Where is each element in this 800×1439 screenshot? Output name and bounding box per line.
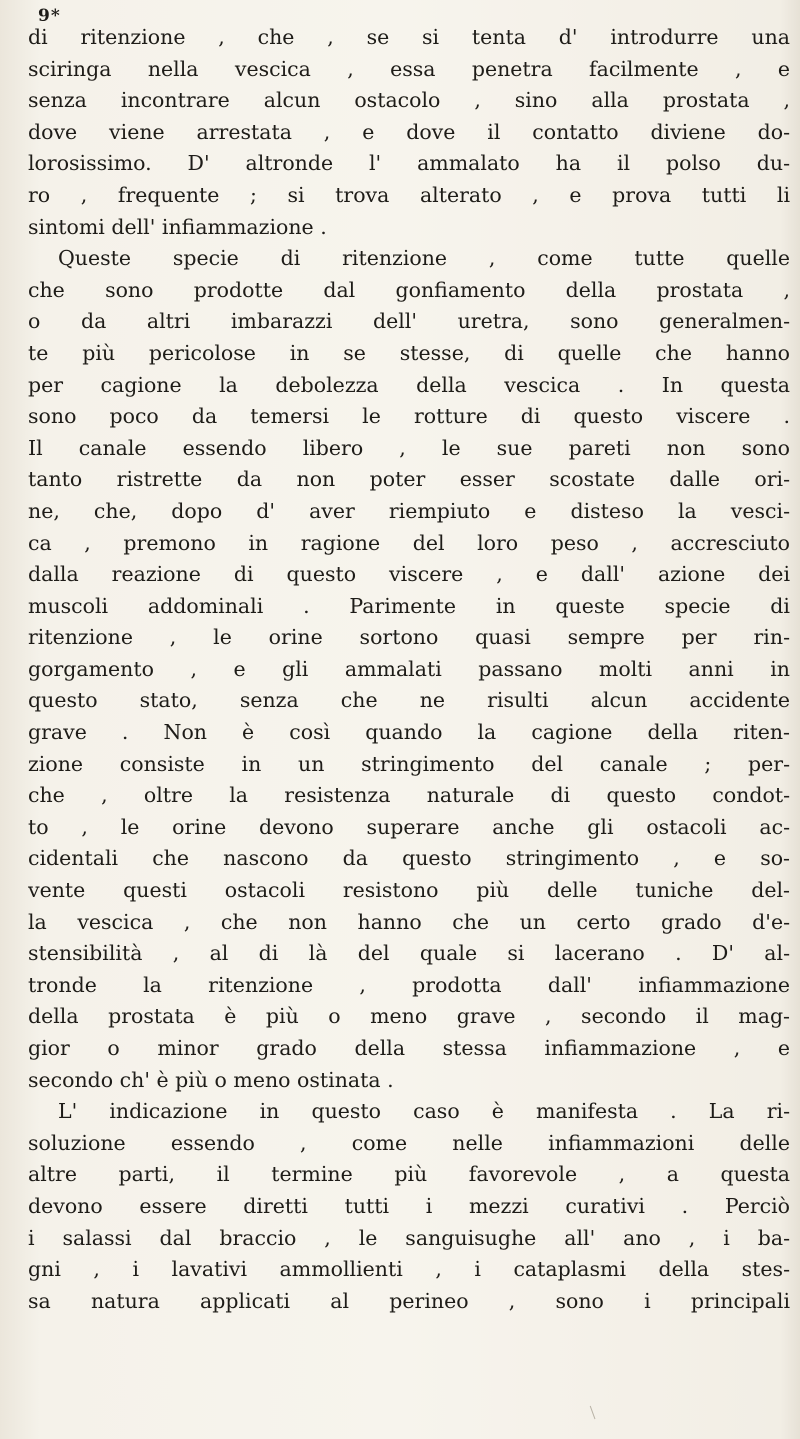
text-line: lorosissimo. D' altronde l' ammalato ha il polso du- <box>28 151 790 176</box>
text-line: che sono prodotte dal gonfiamento della prostata , <box>28 277 790 302</box>
text-line: questo stato, senza che ne risulti alcun accidente <box>28 688 790 713</box>
text-line: soluzione essendo , come nelle infiammazioni delle <box>28 1130 790 1155</box>
text-line: muscoli addominali . Parimente in queste specie di <box>28 593 790 618</box>
text-line: zione consiste in un stringimento del canale ; per- <box>28 751 790 776</box>
text-line: senza incontrare alcun ostacolo , sino alla prostata , <box>28 88 790 113</box>
text-line: tronde la ritenzione , prodotta dall' infiammazione <box>28 972 790 997</box>
text-line: dalla reazione di questo viscere , e dall' azione dei <box>28 562 790 587</box>
text-line: cidentali che nascono da questo stringimento , e so- <box>28 846 790 871</box>
text-line: che , oltre la resistenza naturale di questo condot- <box>28 783 790 808</box>
text-line: la vescica , che non hanno che un certo grado d'e- <box>28 909 790 934</box>
body-text <box>28 22 790 1317</box>
text-line: gior o minor grado della stessa infiammazione , e <box>28 1036 790 1060</box>
text-line: gorgamento , e gli ammalati passano molti anni in <box>28 656 790 681</box>
text-line: L' indicazione in questo caso è manifesta . La ri- <box>58 1099 790 1124</box>
text-line: sono poco da temersi le rotture di questo viscere . <box>28 404 790 429</box>
page-number: 9* <box>38 6 61 26</box>
text-line: ro , frequente ; si trova alterato , e prova tutti li <box>28 182 790 207</box>
text-line: gni , i lavativi ammollienti , i cataplasmi della stes- <box>28 1257 790 1282</box>
paper-mark <box>590 1405 599 1420</box>
text-line: grave . Non è così quando la cagione della riten- <box>28 720 790 745</box>
text-line: devono essere diretti tutti i mezzi curativi . Perciò <box>28 1193 790 1218</box>
text-line: secondo ch' è più o meno ostinata . <box>28 1067 394 1092</box>
text-line: sciringa nella vescica , essa penetra facilmente , e <box>28 56 790 81</box>
text-line: sintomi dell' infiammazione . <box>28 214 327 239</box>
text-line: tanto ristrette da non poter esser scostate dalle ori- <box>28 467 790 492</box>
text-line: te più pericolose in se stesse, di quelle che hanno <box>28 340 790 365</box>
text-line: vente questi ostacoli resistono più delle tuniche del- <box>28 878 790 903</box>
text-line: stensibilità , al di là del quale si lacerano . D' al- <box>28 941 790 966</box>
text-line: per cagione la debolezza della vescica . In questa <box>28 372 790 397</box>
text-line: ritenzione , le orine sortono quasi sempre per rin- <box>28 625 790 650</box>
text-line: sa natura applicati al perineo , sono i principali <box>28 1288 790 1313</box>
text-line: dove viene arrestata , e dove il contatto diviene do- <box>28 119 790 144</box>
text-line: Il canale essendo libero , le sue pareti non sono <box>28 435 790 460</box>
text-line: o da altri imbarazzi dell' uretra, sono generalmen- <box>28 309 790 334</box>
text-line: ca , premono in ragione del loro peso , accresciuto <box>28 530 790 555</box>
text-line: altre parti, il termine più favorevole , a questa <box>28 1162 790 1187</box>
text-line: della prostata è più o meno grave , secondo il mag- <box>28 1004 790 1029</box>
text-line: Queste specie di ritenzione , come tutte quelle <box>58 246 790 271</box>
text-line: i salassi dal braccio , le sanguisughe all' ano , i ba- <box>28 1225 790 1250</box>
text-line: di ritenzione , che , se si tenta d' introdurre una <box>28 25 790 49</box>
text-line: to , le orine devono superare anche gli ostacoli ac- <box>28 814 790 839</box>
text-line: ne, che, dopo d' aver riempiuto e disteso la vesci- <box>28 498 790 523</box>
